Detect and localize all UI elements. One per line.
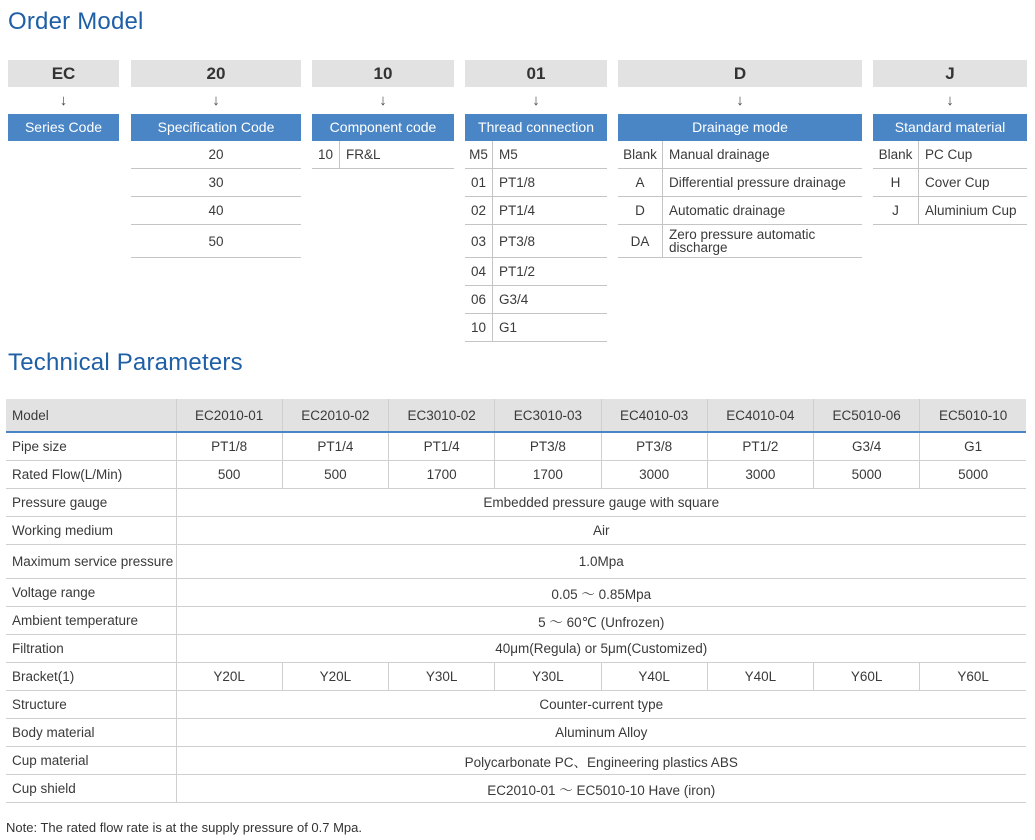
model-name: EC4010-04 xyxy=(707,399,813,432)
table-row xyxy=(6,747,1026,775)
table-cell: Y60L xyxy=(920,663,1026,691)
model-name: EC3010-02 xyxy=(389,399,495,432)
thread-code-value: 01 xyxy=(465,60,607,87)
row-label: Cup material xyxy=(6,747,176,775)
technical-parameters-title: Technical Parameters xyxy=(8,349,243,376)
list-item xyxy=(131,141,301,169)
list-item xyxy=(131,225,301,258)
table-cell: 5000 xyxy=(814,461,920,489)
table-cell: Counter-current type xyxy=(176,691,1026,719)
table-row xyxy=(6,663,1026,691)
table-cell: Y20L xyxy=(176,663,282,691)
table-cell: 5 ～ 60℃ (Unfrozen) xyxy=(176,607,1026,635)
list-item xyxy=(465,197,607,225)
list-item xyxy=(131,169,301,197)
down-arrow-icon: ↓ xyxy=(379,92,387,109)
spec-value: 50 xyxy=(208,233,224,249)
option-key: 03 xyxy=(465,225,493,257)
order-column-series xyxy=(8,60,119,141)
thread-connection-header: Thread connection xyxy=(465,114,607,141)
option-key: A xyxy=(618,169,663,196)
option-key: D xyxy=(618,197,663,224)
table-cell: PT1/8 xyxy=(176,432,282,461)
order-model-title: Order Model xyxy=(8,8,144,35)
table-row xyxy=(6,579,1026,607)
table-row xyxy=(6,545,1026,579)
option-key: J xyxy=(873,197,919,224)
order-column-component xyxy=(312,60,454,169)
table-cell: 1700 xyxy=(495,461,601,489)
table-row xyxy=(6,691,1026,719)
model-name: EC4010-03 xyxy=(601,399,707,432)
table-row xyxy=(6,775,1026,803)
option-key: 02 xyxy=(465,197,493,224)
row-label: Structure xyxy=(6,691,176,719)
table-cell: 40μm(Regula) or 5μm(Customized) xyxy=(176,635,1026,663)
option-key: 10 xyxy=(312,141,340,168)
table-row xyxy=(6,607,1026,635)
table-row xyxy=(6,635,1026,663)
table-header-row xyxy=(6,399,1026,432)
drainage-mode-header: Drainage mode xyxy=(618,114,862,141)
down-arrow-icon: ↓ xyxy=(59,92,68,109)
option-value: G3/4 xyxy=(499,292,529,307)
list-item xyxy=(131,197,301,225)
list-item xyxy=(465,258,607,286)
table-cell: G1 xyxy=(920,432,1026,461)
row-label: Rated Flow(L/Min) xyxy=(6,461,176,489)
option-value: G1 xyxy=(499,320,518,335)
table-cell: 500 xyxy=(282,461,388,489)
list-item xyxy=(873,169,1027,197)
list-item xyxy=(465,169,607,197)
option-value: Zero pressure automatic discharge xyxy=(669,227,816,255)
table-row xyxy=(6,461,1026,489)
down-arrow-icon: ↓ xyxy=(532,92,540,109)
table-cell: Polycarbonate PC、Engineering plastics ABS xyxy=(176,747,1026,775)
model-name: EC5010-10 xyxy=(920,399,1026,432)
row-label: Body material xyxy=(6,719,176,747)
table-cell: Y40L xyxy=(601,663,707,691)
option-key: H xyxy=(873,169,919,196)
drainage-code-value: D xyxy=(618,60,862,87)
option-value: Cover Cup xyxy=(925,175,990,190)
table-cell: Aluminum Alloy xyxy=(176,719,1026,747)
component-code-header: Component code xyxy=(312,114,454,141)
option-value: PT3/8 xyxy=(499,233,536,249)
model-name: EC2010-02 xyxy=(282,399,388,432)
table-cell: Air xyxy=(176,517,1026,545)
order-column-specification xyxy=(131,60,301,258)
series-code-header: Series Code xyxy=(8,114,119,141)
model-header: Model xyxy=(6,399,176,432)
list-item xyxy=(873,141,1027,169)
component-code-value: 10 xyxy=(312,60,454,87)
table-cell: Y40L xyxy=(707,663,813,691)
table-cell: 1700 xyxy=(389,461,495,489)
list-item xyxy=(465,314,607,342)
option-value: PT1/2 xyxy=(499,264,536,279)
material-code-value: J xyxy=(873,60,1027,87)
option-value: Manual drainage xyxy=(669,147,770,162)
table-cell: Y20L xyxy=(282,663,388,691)
row-label: Ambient temperature xyxy=(6,607,176,635)
option-value: Aluminium Cup xyxy=(925,203,1017,218)
table-cell: 5000 xyxy=(920,461,1026,489)
option-key: 01 xyxy=(465,169,493,196)
series-code-value: EC xyxy=(8,60,119,87)
table-cell: 0.05 ～ 0.85Mpa xyxy=(176,579,1026,607)
row-label: Cup shield xyxy=(6,775,176,803)
option-value: Differential pressure drainage xyxy=(669,175,846,190)
option-key: Blank xyxy=(873,141,919,168)
down-arrow-icon: ↓ xyxy=(212,92,220,109)
list-item xyxy=(465,141,607,169)
table-row xyxy=(6,432,1026,461)
model-name: EC2010-01 xyxy=(176,399,282,432)
option-key: 06 xyxy=(465,286,493,313)
list-item xyxy=(465,225,607,258)
table-cell: 1.0Mpa xyxy=(176,545,1026,579)
row-label: Pressure gauge xyxy=(6,489,176,517)
order-column-thread xyxy=(465,60,607,342)
table-cell: PT1/4 xyxy=(389,432,495,461)
list-item xyxy=(618,141,862,169)
option-key: 04 xyxy=(465,258,493,285)
row-label: Pipe size xyxy=(6,432,176,461)
option-key: Blank xyxy=(618,141,663,168)
table-cell: 500 xyxy=(176,461,282,489)
option-value: M5 xyxy=(499,147,518,162)
table-cell: PT1/2 xyxy=(707,432,813,461)
spec-value: 20 xyxy=(208,147,224,162)
model-name: EC5010-06 xyxy=(814,399,920,432)
table-cell: 3000 xyxy=(707,461,813,489)
table-cell: Embedded pressure gauge with square xyxy=(176,489,1026,517)
order-column-material xyxy=(873,60,1027,225)
option-value: PC Cup xyxy=(925,147,973,162)
list-item xyxy=(873,197,1027,225)
specification-code-value: 20 xyxy=(131,60,301,87)
down-arrow-icon: ↓ xyxy=(946,92,954,109)
option-value: FR&L xyxy=(346,147,381,162)
order-column-drainage xyxy=(618,60,862,258)
technical-parameters-table xyxy=(6,399,1026,803)
table-cell: Y30L xyxy=(389,663,495,691)
option-value: PT1/4 xyxy=(499,203,536,218)
row-label: Filtration xyxy=(6,635,176,663)
row-label: Maximum service pressure xyxy=(6,545,176,579)
table-row xyxy=(6,489,1026,517)
list-item xyxy=(465,286,607,314)
table-cell: PT3/8 xyxy=(495,432,601,461)
table-row xyxy=(6,517,1026,545)
option-key: 10 xyxy=(465,314,493,341)
row-label: Working medium xyxy=(6,517,176,545)
table-cell: G3/4 xyxy=(814,432,920,461)
table-cell: EC2010-01 ～ EC5010-10 Have (iron) xyxy=(176,775,1026,803)
table-cell: Y60L xyxy=(814,663,920,691)
option-key: DA xyxy=(618,225,663,257)
list-item xyxy=(312,141,454,169)
list-item xyxy=(618,197,862,225)
list-item xyxy=(618,225,862,258)
table-cell: PT3/8 xyxy=(601,432,707,461)
row-label: Bracket(1) xyxy=(6,663,176,691)
footnote: Note: The rated flow rate is at the supply pressure of 0.7 Mpa. xyxy=(6,820,363,835)
row-label: Voltage range xyxy=(6,579,176,607)
table-cell: PT1/4 xyxy=(282,432,388,461)
spec-value: 30 xyxy=(208,175,224,190)
table-row xyxy=(6,719,1026,747)
standard-material-header: Standard material xyxy=(873,114,1027,141)
list-item xyxy=(618,169,862,197)
option-value: Automatic drainage xyxy=(669,203,786,218)
model-name: EC3010-03 xyxy=(495,399,601,432)
option-value: PT1/8 xyxy=(499,175,536,190)
table-cell: 3000 xyxy=(601,461,707,489)
table-cell: Y30L xyxy=(495,663,601,691)
specification-code-header: Specification Code xyxy=(131,114,301,141)
spec-value: 40 xyxy=(208,203,224,218)
option-key: M5 xyxy=(465,141,493,168)
down-arrow-icon: ↓ xyxy=(736,92,744,109)
